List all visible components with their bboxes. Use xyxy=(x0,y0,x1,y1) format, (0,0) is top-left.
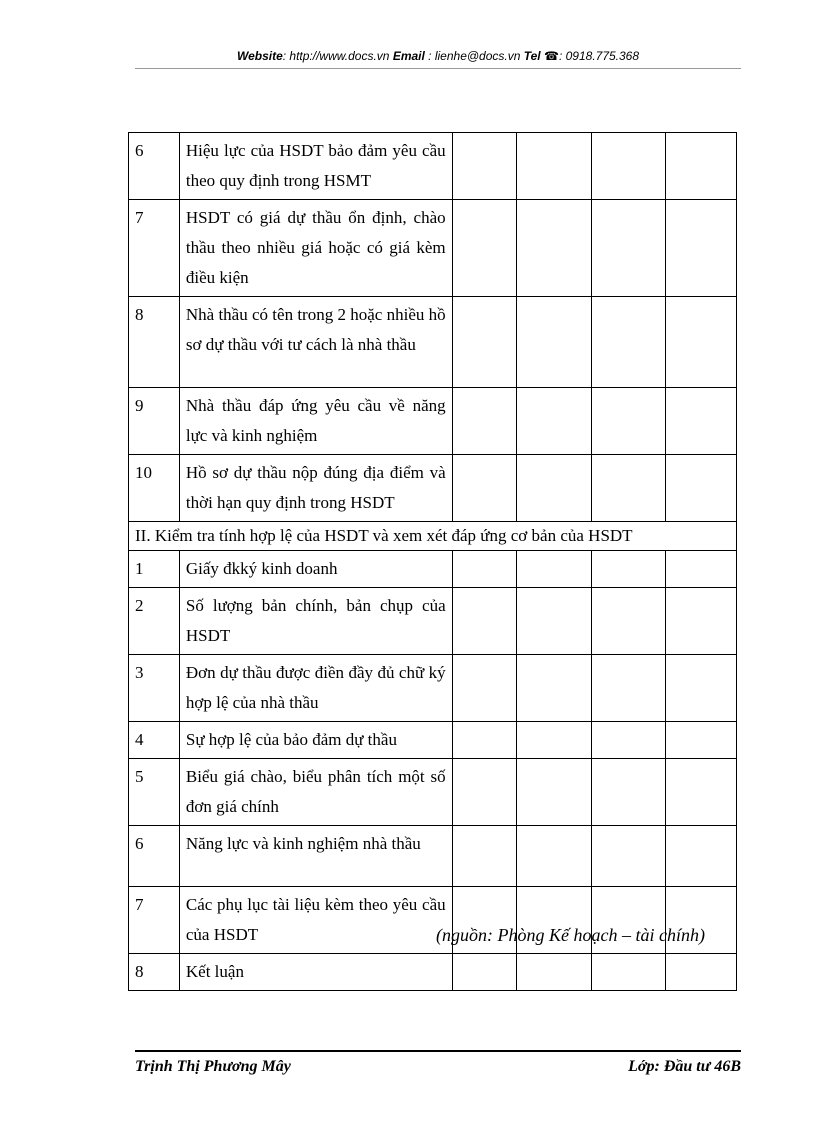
author-name: Trịnh Thị Phương Mây xyxy=(135,1058,291,1075)
empty-cell xyxy=(517,455,592,522)
empty-cell xyxy=(666,588,737,655)
table-row xyxy=(129,826,737,887)
empty-cell xyxy=(452,297,517,388)
empty-cell xyxy=(452,826,517,887)
empty-cell xyxy=(666,133,737,200)
row-criterion: Nhà thầu có tên trong 2 hoặc nhiều hồ sơ dự thầu với tư cách là nhà thầu xyxy=(179,297,452,388)
row-criterion: Nhà thầu đáp ứng yêu cầu về năng lực và kinh nghiệm xyxy=(179,388,452,455)
empty-cell xyxy=(666,826,737,887)
table-row xyxy=(129,588,737,655)
row-number: 5 xyxy=(129,759,180,826)
section-title: II. Kiểm tra tính hợp lệ của HSDT và xem xét đáp ứng cơ bản của HSDT xyxy=(129,522,737,551)
source-note: (nguồn: Phòng Kế hoạch – tài chính) xyxy=(436,925,705,945)
row-number: 3 xyxy=(129,655,180,722)
section-row xyxy=(129,522,737,551)
empty-cell xyxy=(452,133,517,200)
empty-cell xyxy=(517,297,592,388)
empty-cell xyxy=(452,455,517,522)
email-label: Email xyxy=(392,49,425,63)
empty-cell xyxy=(666,455,737,522)
row-number: 6 xyxy=(129,133,180,200)
row-number: 10 xyxy=(129,455,180,522)
row-number: 7 xyxy=(129,887,180,954)
website-label: Website xyxy=(236,49,283,63)
empty-cell xyxy=(517,551,592,588)
tel-label: Tel xyxy=(523,49,541,63)
row-criterion: Kết luận xyxy=(179,954,452,991)
empty-cell xyxy=(591,455,666,522)
table-row xyxy=(129,133,737,200)
evaluation-table xyxy=(128,132,737,991)
website-value: : http://www.docs.vn xyxy=(282,49,390,63)
empty-cell xyxy=(591,588,666,655)
empty-cell xyxy=(517,200,592,297)
row-criterion: Hiệu lực của HSDT bảo đảm yêu cầu theo quy định trong HSMT xyxy=(179,133,452,200)
row-criterion: Hồ sơ dự thầu nộp đúng địa điểm và thời hạn quy định trong HSDT xyxy=(179,455,452,522)
empty-cell xyxy=(517,954,592,991)
email-value: : lienhe@docs.vn xyxy=(428,49,521,63)
empty-cell xyxy=(666,655,737,722)
class-name: Lớp: Đầu tư 46B xyxy=(628,1058,741,1075)
table-row xyxy=(129,200,737,297)
row-number: 8 xyxy=(129,954,180,991)
empty-cell xyxy=(452,954,517,991)
row-number: 1 xyxy=(129,551,180,588)
empty-cell xyxy=(452,655,517,722)
empty-cell xyxy=(517,588,592,655)
empty-cell xyxy=(591,655,666,722)
empty-cell xyxy=(517,826,592,887)
empty-cell xyxy=(452,551,517,588)
empty-cell xyxy=(591,133,666,200)
empty-cell xyxy=(591,722,666,759)
empty-cell xyxy=(591,200,666,297)
empty-cell xyxy=(666,388,737,455)
empty-cell xyxy=(591,954,666,991)
empty-cell xyxy=(591,826,666,887)
empty-cell xyxy=(666,551,737,588)
empty-cell xyxy=(452,388,517,455)
empty-cell xyxy=(517,722,592,759)
tel-value: : 0918.775.368 xyxy=(558,49,640,63)
empty-cell xyxy=(517,388,592,455)
empty-cell xyxy=(591,551,666,588)
row-criterion: Năng lực và kinh nghiệm nhà thầu xyxy=(179,826,452,887)
empty-cell xyxy=(517,133,592,200)
table-row xyxy=(129,388,737,455)
page-header xyxy=(135,46,741,69)
page-footer xyxy=(135,1050,741,1082)
empty-cell xyxy=(452,722,517,759)
table-row xyxy=(129,759,737,826)
row-number: 7 xyxy=(129,200,180,297)
table-row xyxy=(129,722,737,759)
table-row xyxy=(129,551,737,588)
row-number: 4 xyxy=(129,722,180,759)
empty-cell xyxy=(517,759,592,826)
row-number: 6 xyxy=(129,826,180,887)
table-row xyxy=(129,297,737,388)
table-row xyxy=(129,954,737,991)
empty-cell xyxy=(666,759,737,826)
empty-cell xyxy=(666,200,737,297)
empty-cell xyxy=(591,297,666,388)
empty-cell xyxy=(666,954,737,991)
row-criterion: Giấy đkký kinh doanh xyxy=(179,551,452,588)
row-criterion: Biểu giá chào, biểu phân tích một số đơn giá chính xyxy=(179,759,452,826)
table-row xyxy=(129,655,737,722)
row-criterion: Sự hợp lệ của bảo đảm dự thầu xyxy=(179,722,452,759)
empty-cell xyxy=(666,722,737,759)
empty-cell xyxy=(591,388,666,455)
empty-cell xyxy=(517,655,592,722)
row-criterion: Số lượng bản chính, bản chụp của HSDT xyxy=(179,588,452,655)
empty-cell xyxy=(452,759,517,826)
row-number: 2 xyxy=(129,588,180,655)
row-number: 9 xyxy=(129,388,180,455)
row-criterion: HSDT có giá dự thầu ổn định, chào thầu theo nhiều giá hoặc có giá kèm điều kiện xyxy=(179,200,452,297)
row-criterion: Các phụ lục tài liệu kèm theo yêu cầu của HSDT xyxy=(179,887,452,954)
row-criterion: Đơn dự thầu được điền đầy đủ chữ ký hợp lệ của nhà thầu xyxy=(179,655,452,722)
empty-cell xyxy=(452,588,517,655)
row-number: 8 xyxy=(129,297,180,388)
empty-cell xyxy=(591,759,666,826)
phone-icon: ☎ xyxy=(544,49,559,63)
table-row xyxy=(129,455,737,522)
empty-cell xyxy=(666,297,737,388)
empty-cell xyxy=(452,200,517,297)
